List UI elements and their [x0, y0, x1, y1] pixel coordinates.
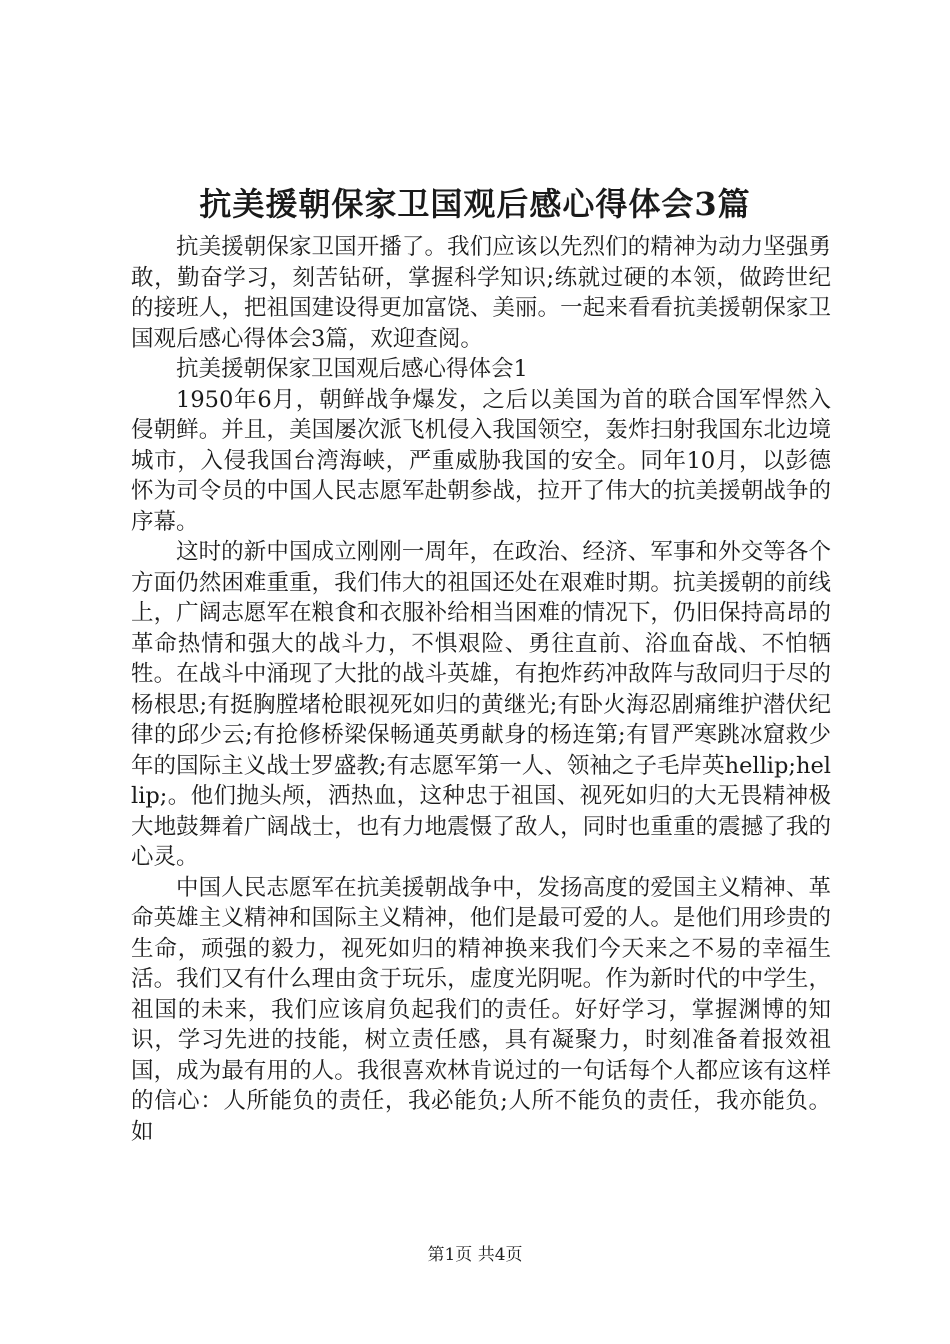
- body-paragraph: 中国人民志愿军在抗美援朝战争中，发扬高度的爱国主义精神、革命英雄主义精神和国际主义精神，他们是最可爱的人。是他们用珍贵的生命，顽强的毅力，视死如归的精神换来我们今天来之不易的幸福生活。我们又有什么理由贪于玩乐，虚度光阴呢。作为新时代的中学生，祖国的未来，我们应该肩负起我们的责任。好好学习，掌握渊博的知识，学习先进的技能，树立责任感，具有凝聚力，时刻准备着报效祖国，成为最有用的人。我很喜欢林肯说过的一句话每个人都应该有这样的信心：人所能负的责任，我必能负;人所不能负的责任，我亦能负。如: [131, 874, 831, 1145]
- document-body: [131, 232, 831, 1147]
- body-paragraph: 1950年6月，朝鲜战争爆发，之后以美国为首的联合国军悍然入侵朝鲜。并且，美国屡次派飞机侵入我国领空，轰炸扫射我国东北边境城市，入侵我国台湾海峡，严重威胁我国的安全。同年10月，以彭德怀为司令员的中国人民志愿军赴朝参战，拉开了伟大的抗美援朝战争的序幕。: [131, 386, 831, 535]
- page-footer: 第1页 共4页: [427, 1245, 523, 1265]
- body-paragraph: 这时的新中国成立刚刚一周年，在政治、经济、军事和外交等各个方面仍然困难重重，我们伟大的祖国还处在艰难时期。抗美援朝的前线上，广阔志愿军在粮食和衣服补给相当困难的情况下，仍旧保持高昂的革命热情和强大的战斗力，不惧艰险、勇往直前、浴血奋战、不怕牺牲。在战斗中涌现了大批的战斗英雄，有抱炸药冲敌阵与敌同归于尽的杨根思;有挺胸膛堵枪眼视死如归的黄继光;有卧火海忍剧痛维护潜伏纪律的邱少云;有抢修桥梁保畅通英勇献身的杨连第;有冒严寒跳冰窟救少年的国际主义战士罗盛教;有志愿军第一人、领袖之子毛岸英hellip;hellip;。他们抛头颅，洒热血，这种忠于祖国、视死如归的大无畏精神极大地鼓舞着广阔战士，也有力地震慑了敌人，同时也重重的震撼了我的心灵。: [131, 539, 831, 870]
- document-title: 抗美援朝保家卫国观后感心得体会3篇: [199, 185, 751, 223]
- intro-paragraph: 抗美援朝保家卫国开播了。我们应该以先烈们的精神为动力坚强勇敢，勤奋学习，刻苦钻研，掌握科学知识;练就过硬的本领，做跨世纪的接班人，把祖国建设得更加富饶、美丽。一起来看看抗美援朝保家卫国观后感心得体会3篇，欢迎查阅。: [131, 234, 831, 352]
- section-heading: 抗美援朝保家卫国观后感心得体会1: [176, 356, 528, 382]
